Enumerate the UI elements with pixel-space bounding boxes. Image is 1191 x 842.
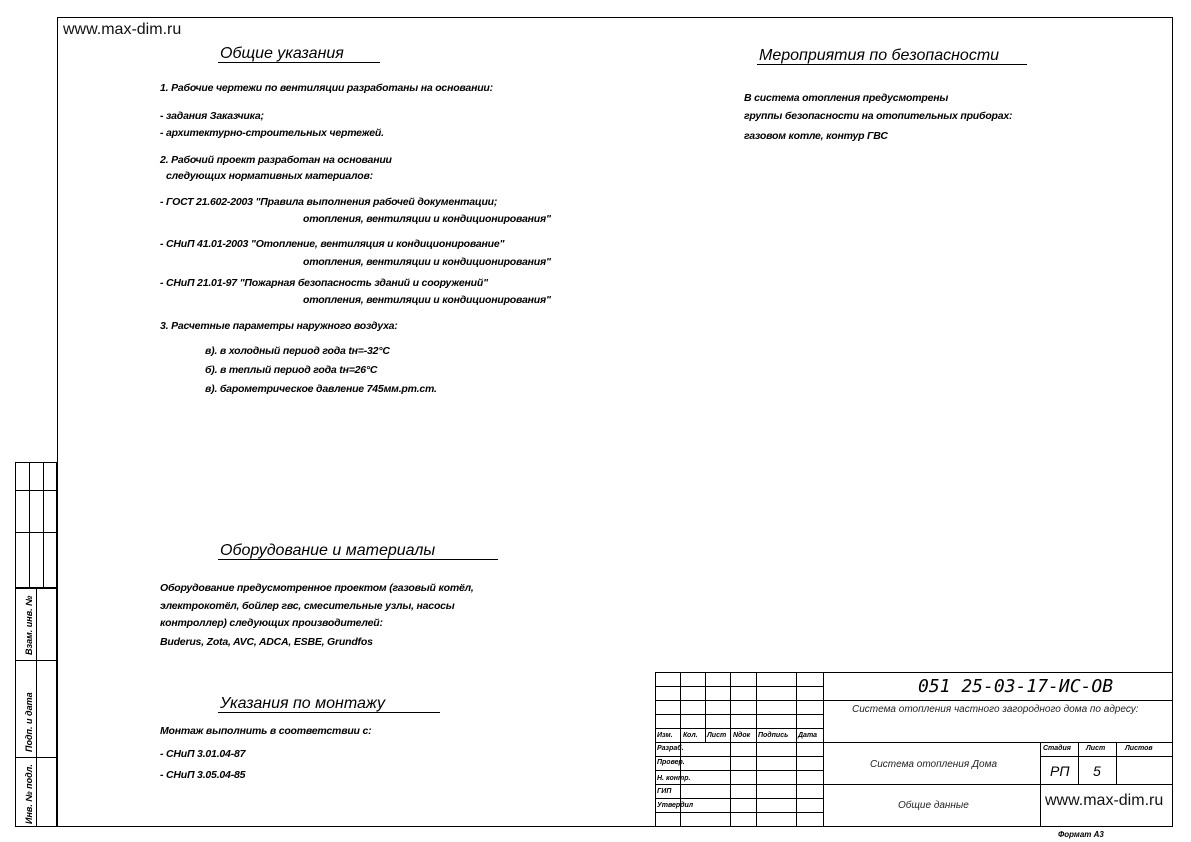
tb-grid-line (655, 812, 823, 813)
tb-grid-line (655, 714, 823, 715)
equipment-line-3: контроллер) следующих производителей: (160, 617, 383, 629)
side-stamp-divider (36, 588, 37, 827)
general-line-9: отопления, вентиляции и кондиционирования" (303, 256, 551, 268)
tb-role-prover: Провер. (657, 759, 685, 766)
tb-col-data: Дата (798, 732, 818, 739)
side-stamp-divider (43, 462, 44, 588)
general-line-6: - ГОСТ 21.602-2003 "Правила выполнения рабочей документации; (160, 196, 498, 208)
tb-grid-line (823, 784, 1173, 785)
safety-line-1: В система отопления предусмотрены (744, 92, 949, 104)
side-stamp-vzam: Взам. инв. № (24, 595, 34, 655)
general-line-1: 1. Рабочие чертежи по вентиляции разработаны на основании: (160, 82, 493, 94)
tb-grid-line (1040, 742, 1041, 827)
watermark-top: www.max-dim.ru (63, 21, 182, 38)
safety-heading-underline (757, 64, 1027, 65)
tb-col-kol: Кол. (683, 732, 698, 739)
mounting-heading: Указания по монтажу (220, 695, 386, 712)
tb-grid-line (655, 728, 823, 729)
equipment-line-2: электрокотёл, бойлер гвс, смесительные узлы, насосы (160, 600, 455, 612)
general-line-8: - СНиП 41.01-2003 "Отопление, вентиляция и кондиционирование" (160, 238, 505, 250)
general-line-2: - задания Заказчика; (160, 110, 264, 122)
tb-role-utverdil: Утвердил (657, 802, 694, 809)
side-stamp-divider (15, 490, 57, 491)
general-line-10: - СНиП 21.01-97 "Пожарная безопасность зданий и сооружений" (160, 277, 488, 289)
tb-col-podpis: Подпись (758, 732, 789, 739)
general-line-13: в). в холодный период года tн=-32°С (205, 345, 390, 357)
tb-document-code: 051 25-03-17-ИС-ОВ (918, 676, 1114, 697)
side-stamp-divider (15, 660, 57, 661)
tb-grid-line (655, 756, 823, 757)
tb-sheets-label: Листов (1125, 745, 1153, 752)
tb-sheet-label: Лист (1086, 745, 1106, 752)
tb-role-razrab: Разраб. (657, 745, 684, 752)
tb-grid-line (655, 686, 823, 687)
tb-sheet-name: Общие данные (898, 800, 969, 811)
safety-line-3: газовом котле, контур ГВС (744, 130, 888, 142)
side-stamp-divider (29, 462, 30, 588)
tb-grid-line (823, 700, 1173, 701)
equipment-line-1: Оборудование предусмотренное проектом (газовый котёл, (160, 582, 474, 594)
tb-sheet-value: 5 (1093, 763, 1101, 779)
side-stamp-inv: Инв. № подл. (24, 764, 34, 824)
tb-grid-line (796, 672, 797, 827)
equipment-heading-underline (218, 559, 498, 560)
equipment-line-4: Buderus, Zota, AVC, ADCA, ESBE, Grundfos (160, 636, 373, 648)
tb-grid-line (655, 784, 823, 785)
tb-grid-line (1116, 742, 1117, 784)
side-stamp-divider (15, 532, 57, 533)
tb-grid-line (655, 742, 1173, 743)
mounting-line-2: - СНиП 3.01.04-87 (160, 748, 246, 760)
tb-grid-line (655, 770, 823, 771)
tb-grid-line (730, 672, 731, 827)
tb-col-list: Лист (707, 732, 727, 739)
tb-watermark: www.max-dim.ru (1045, 792, 1164, 809)
tb-col-ndok: Nдок (733, 732, 751, 739)
safety-line-2: группы безопасности на отопительных приборах: (744, 110, 1013, 122)
general-line-7: отопления, вентиляции и кондиционирования" (303, 213, 551, 225)
general-line-15: в). барометрическое давление 745мм.рт.ст. (205, 383, 437, 395)
general-heading: Общие указания (220, 45, 344, 62)
tb-subtitle: Система отопления частного загородного дома по адресу: (852, 704, 1139, 715)
mounting-heading-underline (218, 712, 440, 713)
general-line-5: следующих нормативных материалов: (166, 170, 373, 182)
side-stamp-divider (15, 757, 57, 758)
equipment-heading: Оборудование и материалы (220, 542, 436, 559)
mounting-line-3: - СНиП 3.05.04-85 (160, 769, 246, 781)
side-stamp-top (15, 462, 57, 588)
tb-grid-line (756, 672, 757, 827)
tb-system-name: Система отопления Дома (870, 759, 998, 770)
general-line-4: 2. Рабочий проект разработан на основании (160, 154, 392, 166)
tb-grid-line (655, 700, 823, 701)
general-heading-underline (218, 62, 380, 63)
tb-grid-line (655, 798, 823, 799)
tb-grid-line (705, 672, 706, 742)
tb-grid-line (823, 672, 824, 827)
tb-stage-value: РП (1050, 763, 1070, 779)
tb-stage-label: Стадия (1043, 745, 1071, 752)
general-line-3: - архитектурно-строительных чертежей. (160, 127, 384, 139)
format-label: Формат А3 (1058, 830, 1104, 839)
safety-heading: Мероприятия по безопасности (759, 47, 1000, 64)
general-line-11: отопления, вентиляции и кондиционирования" (303, 294, 551, 306)
tb-grid-line (1040, 756, 1173, 757)
mounting-line-1: Монтаж выполнить в соответствии с: (160, 725, 372, 737)
tb-grid-line (1078, 742, 1079, 784)
tb-role-nkontr: Н. контр. (657, 775, 691, 782)
side-stamp-podp: Подп. и дата (24, 692, 34, 752)
tb-role-gip: ГИП (657, 788, 672, 795)
general-line-14: б). в теплый период года tн=26°С (205, 364, 378, 376)
tb-col-izm: Изм. (657, 732, 673, 739)
general-line-12: 3. Расчетные параметры наружного воздуха: (160, 320, 398, 332)
